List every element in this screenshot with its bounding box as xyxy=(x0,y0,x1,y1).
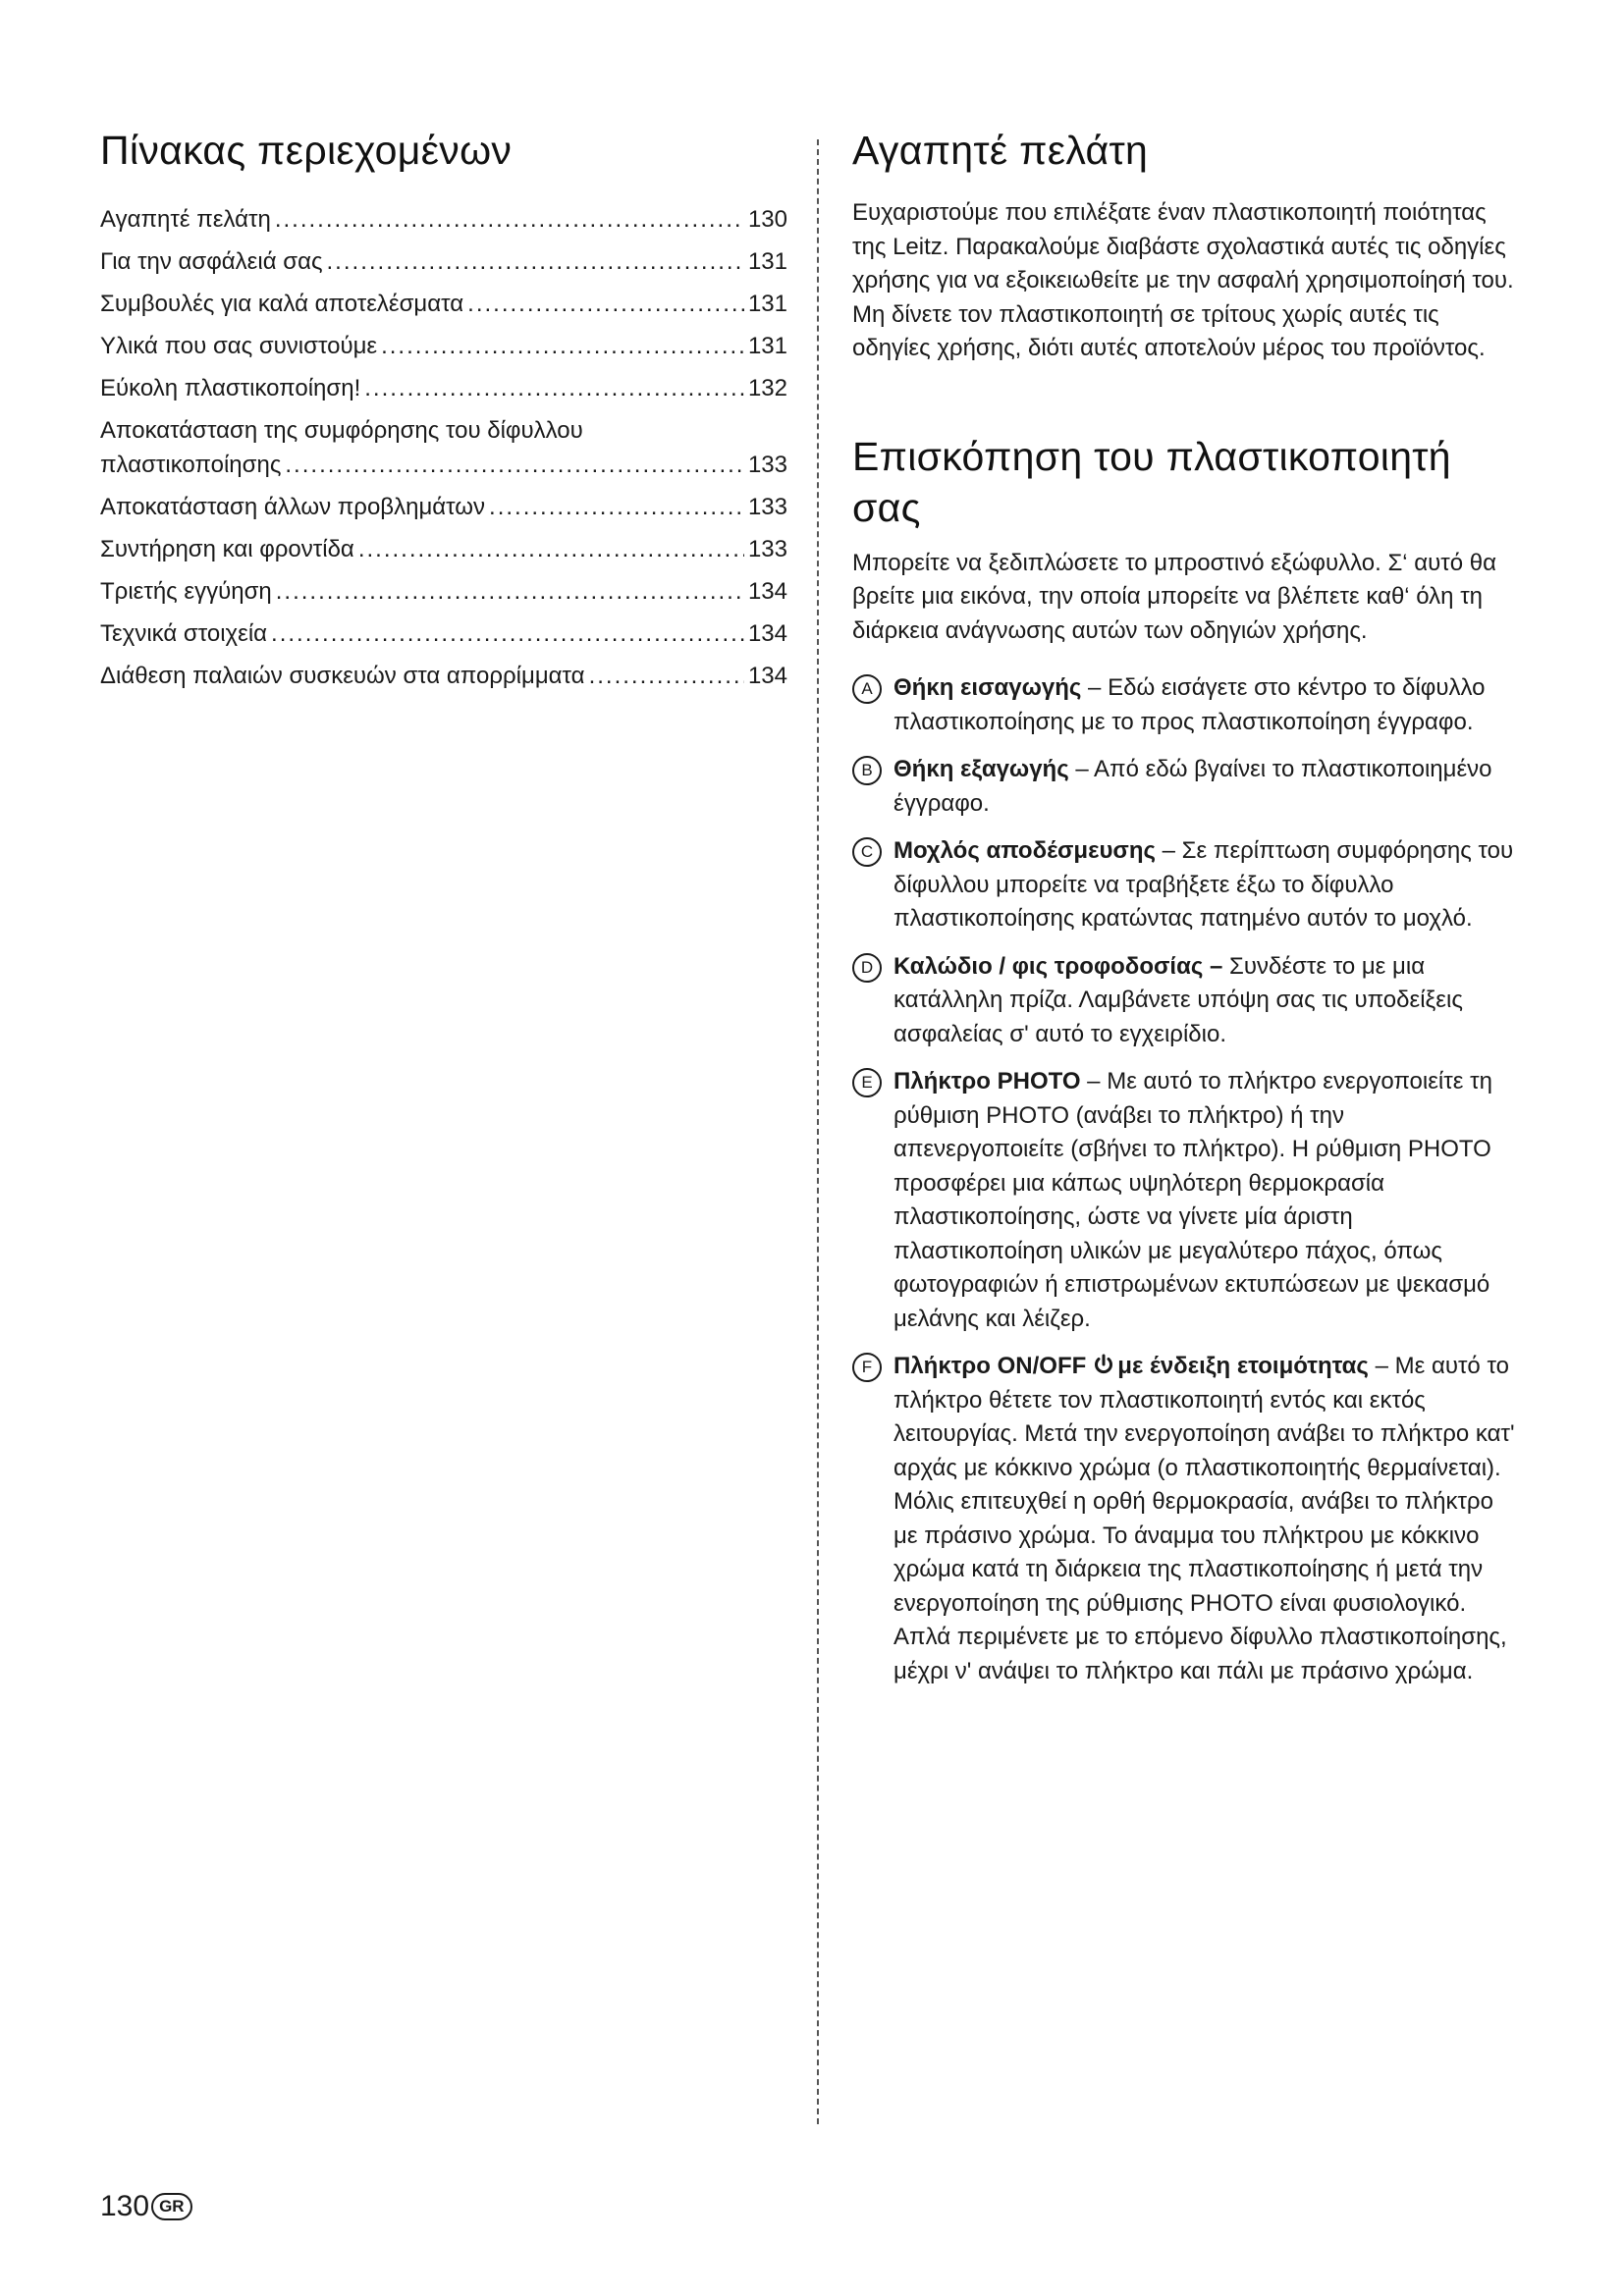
toc-entry-page: 132 xyxy=(747,375,787,401)
toc-entry[interactable] xyxy=(100,329,787,363)
toc-entry-page: 133 xyxy=(747,536,787,562)
toc-leader xyxy=(381,329,744,363)
toc-entry[interactable] xyxy=(100,532,787,566)
list-item xyxy=(852,1065,1520,1336)
letter-a-badge: A xyxy=(852,674,882,704)
item-desc: – Εδώ εισάγετε στο κέντρο το δίφυλλο πλαστικοποίησης με το προς πλαστικοποίηση έγγραφο. xyxy=(893,674,1486,735)
toc-leader xyxy=(285,448,744,482)
toc-leader xyxy=(271,616,744,651)
toc-entry-text: Συντήρηση και φροντίδα xyxy=(100,536,354,562)
item-term-suffix: με ένδειξη ετοιμότητας xyxy=(1117,1353,1369,1379)
toc-entry-text: Αγαπητέ πελάτη xyxy=(100,206,271,233)
toc-entry[interactable] xyxy=(100,659,787,693)
toc-entry[interactable] xyxy=(100,413,787,482)
toc-entry-page: 131 xyxy=(747,333,787,359)
item-desc: – Σε περίπτωση συμφόρησης του δίφυλλου μπορείτε να τραβήξετε έξω το δίφυλλο πλαστικοποίησης κρατώντας πατημένο αυτόν το μοχλό. xyxy=(893,837,1514,932)
item-term: Καλώδιο / φις τροφοδοσίας – xyxy=(893,952,1223,980)
toc-entry[interactable] xyxy=(100,287,787,321)
list-item xyxy=(852,753,1520,821)
item-term: Πλήκτρο ON/OFF xyxy=(893,1353,1087,1379)
column-divider xyxy=(817,139,819,2124)
toc-entry[interactable] xyxy=(100,616,787,651)
toc-section xyxy=(100,126,787,701)
toc-entry-text: Για την ασφάλειά σας xyxy=(100,248,323,275)
toc-leader xyxy=(364,371,744,405)
toc-entry[interactable] xyxy=(100,371,787,405)
toc-leader xyxy=(489,490,744,524)
letter-e-badge: E xyxy=(852,1068,882,1097)
overview-text: Μπορείτε να ξεδιπλώσετε το μπροστινό εξώφυλλο. Σ‘ αυτό θα βρείτε μια εικόνα, την οποία μπορείτε να βλέπετε καθ‘ όλη τη διάρκεια ανάγνωσης αυτών των οδηγιών χρήσης. xyxy=(852,549,1496,644)
toc-leader xyxy=(358,532,744,566)
intro-title: Αγαπητέ πελάτη xyxy=(852,128,1149,173)
intro-text: Ευχαριστούμε που επιλέξατε έναν πλαστικοποιητή ποιότητας της Leitz. Παρακαλούμε διαβάστε σχολαστικά αυτές τις οδηγίες χρήσης για να εξοικειωθείτε με την ασφαλή χρησιμοποίησή του. Μη δίνετε τον πλαστικοποιητή σε τρίτους χωρίς αυτές τις οδηγίες χρήσης, διότι αυτές αποτελούν μέρος του προϊόντος. xyxy=(852,199,1514,361)
item-term: Θήκη εισαγωγής xyxy=(893,674,1082,701)
toc-entry[interactable] xyxy=(100,244,787,279)
toc-leader xyxy=(276,574,744,609)
item-desc: – Από εδώ βγαίνει το πλαστικοποιημένο έγγραφο. xyxy=(893,756,1492,817)
content-section xyxy=(852,126,1520,1702)
letter-f-badge: F xyxy=(852,1353,882,1382)
toc-entry-text: Συμβουλές για καλά αποτελέσματα xyxy=(100,291,464,317)
toc-leader xyxy=(589,659,744,693)
toc-entry-text: πλαστικοποίησης xyxy=(100,452,282,478)
letter-b-badge: B xyxy=(852,756,882,785)
overview-items xyxy=(852,671,1520,1688)
overview-title: Επισκόπηση του πλαστικοποιητή σας xyxy=(852,433,1451,530)
page-number: 130 xyxy=(100,2190,150,2222)
power-icon xyxy=(1092,1353,1115,1376)
toc-entry[interactable] xyxy=(100,574,787,609)
toc-entry-text-line1: Αποκατάσταση της συμφόρησης του δίφυλλου xyxy=(100,417,583,444)
item-desc: – Με αυτό το πλήκτρο θέτετε τον πλαστικοποιητή εντός και εκτός λειτουργίας. Μετά την ενεργοποίηση ανάβει το πλήκτρο κατ' αρχάς με κόκκινο χρώμα (ο πλαστικοποιητής θερμαίνεται). Μόλις επιτευχθεί η ορθή θερμοκρασία, ανάβει το πλήκτρο με πράσινο χρώμα. Το άναμμα του πλήκτρου με κόκκινο χρώμα κατά τη διάρκεια της πλαστικοποίησης ή μετά την ενεργοποίηση της ρύθμισης PHOTO είναι φυσιολογικό. Απλά περιμένετε με το επόμενο δίφυλλο πλαστικοποίησης, μέχρι ν' ανάψει το πλήκτρο και πάλι με πράσινο χρώμα. xyxy=(893,1353,1515,1684)
toc-entry-text: Αποκατάσταση άλλων προβλημάτων xyxy=(100,494,486,520)
toc-entry-page: 130 xyxy=(747,206,787,233)
toc-entry-text: Τεχνικά στοιχεία xyxy=(100,620,268,647)
letter-c-badge: C xyxy=(852,837,882,867)
item-desc: Συνδέστε το με μια κατάλληλη πρίζα. Λαμβάνετε υπόψη σας τις υποδείξεις ασφαλείας σ' αυτό το εγχειρίδιο. xyxy=(893,952,1463,1047)
toc-entry-page: 133 xyxy=(747,452,787,478)
item-desc: – Με αυτό το πλήκτρο ενεργοποιείτε τη ρύθμιση PHOTO (ανάβει το πλήκτρο) ή την απενεργοποιείτε (σβήνει το πλήκτρο). Η ρύθμιση PHOTO προσφέρει μια κάπως υψηλότερη θερμοκρασία πλαστικοποίησης, ώστε να γίνετε μία άριστη πλαστικοποίηση υλικών με μεγαλύτερο πάχος, όπως φωτογραφιών ή επιστρωμένων εκτυπώσεων με ψεκασμό μελάνης και λέιζερ. xyxy=(893,1068,1492,1332)
toc-entry-text: Διάθεση παλαιών συσκευών στα απορρίμματα xyxy=(100,663,585,689)
toc-entry-text: Τριετής εγγύηση xyxy=(100,578,272,605)
toc-leader xyxy=(275,202,744,237)
toc-entry-page: 134 xyxy=(747,620,787,647)
toc-entry-page: 134 xyxy=(747,578,787,605)
toc-title: Πίνακας περιεχομένων xyxy=(100,128,513,173)
toc-entry-page: 131 xyxy=(747,248,787,275)
toc-leader xyxy=(327,244,744,279)
list-item xyxy=(852,1350,1520,1688)
list-item xyxy=(852,950,1520,1052)
item-term: Θήκη εξαγωγής xyxy=(893,756,1069,782)
language-badge: GR xyxy=(151,2193,192,2220)
page-footer xyxy=(100,2187,192,2226)
toc-entry-page: 131 xyxy=(747,291,787,317)
list-item xyxy=(852,671,1520,739)
toc-entry-page: 133 xyxy=(747,494,787,520)
item-term: Μοχλός αποδέσμευσης xyxy=(893,837,1156,864)
letter-d-badge: D xyxy=(852,953,882,983)
list-item xyxy=(852,834,1520,936)
toc-leader xyxy=(467,287,744,321)
toc-entry-text: Υλικά που σας συνιστούμε xyxy=(100,333,378,359)
toc-entry-text: Εύκολη πλαστικοποίηση! xyxy=(100,375,361,401)
item-term: Πλήκτρο PHOTO xyxy=(893,1068,1081,1095)
toc-entry-page: 134 xyxy=(747,663,787,689)
toc-entry[interactable] xyxy=(100,490,787,524)
toc-entry[interactable] xyxy=(100,202,787,237)
toc-list xyxy=(100,202,787,693)
